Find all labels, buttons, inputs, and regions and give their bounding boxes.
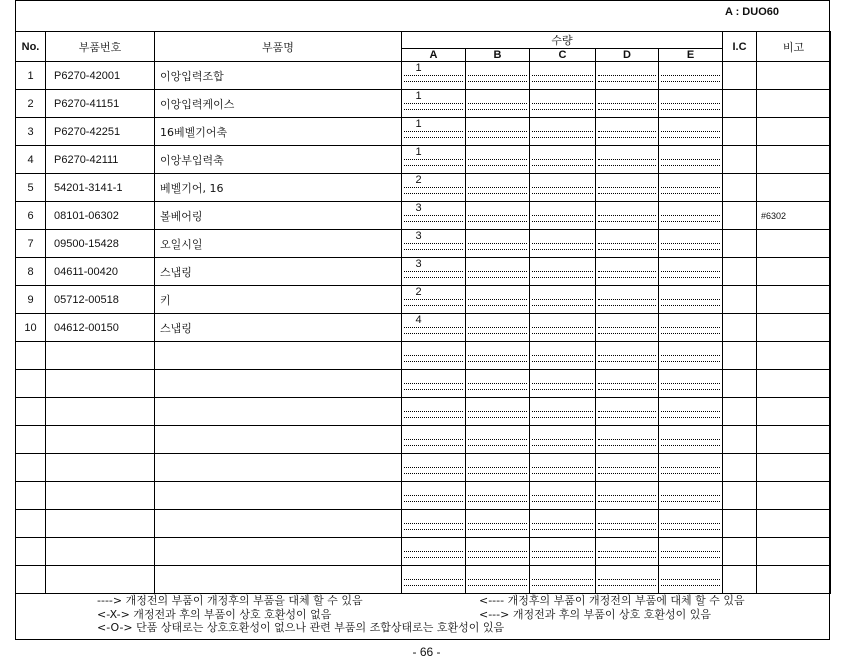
- row-part-name: [155, 454, 402, 482]
- row-qty-c: [530, 482, 596, 510]
- row-qty-a: [402, 62, 466, 90]
- row-part-name: 스냅링: [155, 314, 402, 342]
- row-qty-d: [596, 398, 659, 426]
- row-qty-e: [659, 202, 723, 230]
- table-row: [16, 90, 831, 118]
- row-qty-e: [659, 454, 723, 482]
- table-row: [16, 426, 831, 454]
- table-row: [16, 118, 831, 146]
- row-no: 8: [16, 258, 46, 286]
- note-text: ----> 개정전의 부품이 개정후의 부품을 대체 할 수 있음: [97, 594, 363, 607]
- row-part-number: 54201-3141-1: [46, 174, 155, 202]
- row-part-number: [46, 482, 155, 510]
- row-ic: [723, 566, 757, 594]
- note-line: [97, 608, 817, 622]
- row-no: [16, 482, 46, 510]
- row-ic: [723, 146, 757, 174]
- row-remarks: [757, 230, 831, 258]
- row-qty-c: [530, 398, 596, 426]
- table-row: [16, 258, 831, 286]
- row-ic: [723, 62, 757, 90]
- row-no: [16, 454, 46, 482]
- row-part-number: [46, 426, 155, 454]
- row-qty-a: [402, 566, 466, 594]
- row-remarks: [757, 566, 831, 594]
- row-qty-a: [402, 538, 466, 566]
- row-part-name: 베벨기어, 16: [155, 174, 402, 202]
- note-text: <---> 개정전과 후의 부품이 상호 호환성이 있음: [479, 607, 711, 621]
- row-no: [16, 426, 46, 454]
- row-ic: [723, 370, 757, 398]
- header-ic: I.C: [723, 32, 757, 62]
- row-part-name: [155, 538, 402, 566]
- row-qty-c: [530, 258, 596, 286]
- row-no: 9: [16, 286, 46, 314]
- row-qty-c: [530, 342, 596, 370]
- row-qty-b: [466, 62, 530, 90]
- row-qty-e: [659, 90, 723, 118]
- row-part-name: 스냅링: [155, 258, 402, 286]
- row-qty-c: [530, 538, 596, 566]
- row-qty-a: [402, 90, 466, 118]
- row-part-name: 이앙입력케이스: [155, 90, 402, 118]
- row-part-name: 이앙부입력축: [155, 146, 402, 174]
- row-part-number: [46, 370, 155, 398]
- qty-value: 2: [415, 286, 422, 298]
- row-no: 7: [16, 230, 46, 258]
- table-row: [16, 398, 831, 426]
- row-ic: [723, 118, 757, 146]
- row-qty-a: [402, 510, 466, 538]
- row-remarks: #6302: [757, 202, 831, 230]
- row-qty-d: [596, 146, 659, 174]
- row-qty-e: [659, 118, 723, 146]
- row-no: 3: [16, 118, 46, 146]
- row-ic: [723, 426, 757, 454]
- row-part-number: [46, 566, 155, 594]
- table-row: [16, 510, 831, 538]
- qty-value: 2: [415, 174, 422, 186]
- row-qty-b: [466, 202, 530, 230]
- row-qty-b: [466, 566, 530, 594]
- table-row: [16, 538, 831, 566]
- row-ic: [723, 230, 757, 258]
- row-ic: [723, 202, 757, 230]
- row-qty-c: [530, 174, 596, 202]
- row-qty-c: [530, 426, 596, 454]
- row-qty-a: [402, 118, 466, 146]
- table-row: [16, 566, 831, 594]
- row-ic: [723, 538, 757, 566]
- qty-value: 1: [415, 146, 422, 158]
- row-qty-c: [530, 118, 596, 146]
- row-qty-c: [530, 370, 596, 398]
- row-qty-d: [596, 202, 659, 230]
- row-part-name: 이앙입력조합: [155, 62, 402, 90]
- row-part-number: 08101-06302: [46, 202, 155, 230]
- row-qty-a: [402, 258, 466, 286]
- row-qty-e: [659, 370, 723, 398]
- qty-value: 3: [415, 202, 422, 214]
- row-remarks: [757, 538, 831, 566]
- row-part-name: [155, 510, 402, 538]
- row-qty-d: [596, 538, 659, 566]
- table-row: [16, 370, 831, 398]
- row-part-name: 16베벨기어축: [155, 118, 402, 146]
- row-part-number: [46, 398, 155, 426]
- row-part-name: 볼베어링: [155, 202, 402, 230]
- table-row: [16, 482, 831, 510]
- row-no: [16, 510, 46, 538]
- row-qty-b: [466, 398, 530, 426]
- row-remarks: [757, 62, 831, 90]
- qty-value: 1: [415, 90, 422, 102]
- row-part-name: [155, 566, 402, 594]
- row-qty-b: [466, 174, 530, 202]
- row-part-number: P6270-42001: [46, 62, 155, 90]
- header-qty-d: D: [596, 49, 659, 62]
- row-qty-e: [659, 342, 723, 370]
- row-qty-a: [402, 370, 466, 398]
- row-qty-c: [530, 286, 596, 314]
- row-qty-d: [596, 482, 659, 510]
- row-no: [16, 370, 46, 398]
- table-row: [16, 286, 831, 314]
- row-qty-a: [402, 482, 466, 510]
- row-part-number: [46, 510, 155, 538]
- row-qty-d: [596, 62, 659, 90]
- table-row: [16, 314, 831, 342]
- note-text: <-X-> 개정전과 후의 부품이 상호 호환성이 없음: [97, 607, 332, 621]
- row-qty-c: [530, 566, 596, 594]
- row-qty-b: [466, 90, 530, 118]
- row-qty-d: [596, 174, 659, 202]
- row-ic: [723, 314, 757, 342]
- row-qty-e: [659, 230, 723, 258]
- row-qty-d: [596, 426, 659, 454]
- row-no: [16, 566, 46, 594]
- row-qty-a: [402, 202, 466, 230]
- row-ic: [723, 482, 757, 510]
- row-remarks: [757, 118, 831, 146]
- row-remarks: [757, 482, 831, 510]
- row-part-number: P6270-41151: [46, 90, 155, 118]
- table-row: [16, 454, 831, 482]
- header-part-number: 부품번호: [46, 32, 155, 62]
- row-no: [16, 342, 46, 370]
- row-qty-d: [596, 230, 659, 258]
- row-remarks: [757, 510, 831, 538]
- table-row: [16, 202, 831, 230]
- row-no: 1: [16, 62, 46, 90]
- row-ic: [723, 342, 757, 370]
- note-text: <---- 개정후의 부품이 개정전의 부품에 대체 할 수 있음: [479, 594, 745, 607]
- header-qty-b: B: [466, 49, 530, 62]
- row-qty-b: [466, 286, 530, 314]
- row-qty-d: [596, 342, 659, 370]
- row-qty-a: [402, 230, 466, 258]
- row-qty-e: [659, 258, 723, 286]
- row-qty-b: [466, 230, 530, 258]
- row-remarks: [757, 426, 831, 454]
- qty-value: 3: [415, 258, 422, 270]
- row-qty-c: [530, 90, 596, 118]
- row-qty-a: [402, 426, 466, 454]
- row-qty-c: [530, 230, 596, 258]
- row-part-number: [46, 538, 155, 566]
- row-ic: [723, 90, 757, 118]
- row-qty-d: [596, 454, 659, 482]
- parts-table: [15, 31, 831, 594]
- row-qty-b: [466, 426, 530, 454]
- header-no: No.: [16, 32, 46, 62]
- row-qty-c: [530, 314, 596, 342]
- row-qty-e: [659, 314, 723, 342]
- row-qty-b: [466, 118, 530, 146]
- header-part-name: 부품명: [155, 32, 402, 62]
- row-qty-c: [530, 510, 596, 538]
- row-part-number: [46, 342, 155, 370]
- row-qty-d: [596, 370, 659, 398]
- row-qty-e: [659, 62, 723, 90]
- row-remarks: [757, 90, 831, 118]
- row-qty-e: [659, 146, 723, 174]
- row-qty-a: [402, 454, 466, 482]
- table-row: [16, 174, 831, 202]
- row-remarks: [757, 146, 831, 174]
- qty-value: 1: [415, 118, 422, 130]
- row-qty-a: [402, 146, 466, 174]
- row-qty-d: [596, 286, 659, 314]
- row-no: 10: [16, 314, 46, 342]
- row-no: [16, 398, 46, 426]
- row-qty-e: [659, 510, 723, 538]
- table-row: [16, 146, 831, 174]
- row-qty-b: [466, 454, 530, 482]
- row-ic: [723, 286, 757, 314]
- row-remarks: [757, 258, 831, 286]
- note-text: <-O-> 단품 상태로는 상호호환성이 없으나 관련 부품의 조합상태로는 호환성이 있음: [97, 621, 505, 634]
- row-ic: [723, 258, 757, 286]
- qty-value: 3: [415, 230, 422, 242]
- header-qty-c: C: [530, 49, 596, 62]
- row-part-number: [46, 454, 155, 482]
- row-qty-e: [659, 286, 723, 314]
- row-ic: [723, 510, 757, 538]
- row-ic: [723, 398, 757, 426]
- row-ic: [723, 454, 757, 482]
- row-part-number: 09500-15428: [46, 230, 155, 258]
- row-qty-e: [659, 174, 723, 202]
- row-qty-b: [466, 370, 530, 398]
- revision-notes: [97, 594, 817, 635]
- row-part-name: 키: [155, 286, 402, 314]
- row-part-name: [155, 398, 402, 426]
- row-no: 6: [16, 202, 46, 230]
- row-remarks: [757, 286, 831, 314]
- row-part-name: 오일시일: [155, 230, 402, 258]
- row-qty-b: [466, 538, 530, 566]
- row-part-name: [155, 370, 402, 398]
- header-qty-e: E: [659, 49, 723, 62]
- row-qty-c: [530, 62, 596, 90]
- header-qty-a: A: [402, 49, 466, 62]
- row-qty-a: [402, 174, 466, 202]
- table-row: [16, 230, 831, 258]
- row-remarks: [757, 314, 831, 342]
- page-number: - 66 -: [412, 645, 441, 659]
- row-qty-b: [466, 510, 530, 538]
- qty-value: 1: [415, 62, 422, 74]
- row-qty-c: [530, 146, 596, 174]
- row-remarks: [757, 370, 831, 398]
- row-part-number: 04612-00150: [46, 314, 155, 342]
- row-qty-e: [659, 426, 723, 454]
- row-qty-b: [466, 314, 530, 342]
- qty-value: 4: [415, 314, 422, 326]
- note-line: [97, 594, 817, 608]
- model-label: A : DUO60: [725, 6, 779, 18]
- row-qty-d: [596, 314, 659, 342]
- table-row: [16, 342, 831, 370]
- row-remarks: [757, 174, 831, 202]
- row-qty-e: [659, 538, 723, 566]
- row-qty-b: [466, 258, 530, 286]
- row-qty-e: [659, 482, 723, 510]
- header-quantity: 수량: [402, 32, 723, 49]
- row-qty-d: [596, 90, 659, 118]
- note-line: [97, 621, 817, 635]
- row-qty-d: [596, 258, 659, 286]
- row-qty-c: [530, 202, 596, 230]
- row-ic: [723, 174, 757, 202]
- row-remarks: [757, 454, 831, 482]
- row-no: 5: [16, 174, 46, 202]
- row-qty-a: [402, 286, 466, 314]
- row-no: [16, 538, 46, 566]
- row-part-number: P6270-42111: [46, 146, 155, 174]
- table-row: [16, 62, 831, 90]
- header-remarks: 비고: [757, 32, 831, 62]
- row-remarks: [757, 398, 831, 426]
- row-qty-b: [466, 482, 530, 510]
- row-qty-e: [659, 398, 723, 426]
- row-qty-a: [402, 398, 466, 426]
- row-part-number: 05712-00518: [46, 286, 155, 314]
- row-no: 4: [16, 146, 46, 174]
- row-qty-b: [466, 146, 530, 174]
- row-qty-a: [402, 314, 466, 342]
- row-part-name: [155, 482, 402, 510]
- row-qty-d: [596, 118, 659, 146]
- row-qty-d: [596, 510, 659, 538]
- row-qty-a: [402, 342, 466, 370]
- row-qty-b: [466, 342, 530, 370]
- row-part-name: [155, 342, 402, 370]
- row-qty-e: [659, 566, 723, 594]
- row-qty-d: [596, 566, 659, 594]
- row-qty-c: [530, 454, 596, 482]
- row-part-number: 04611-00420: [46, 258, 155, 286]
- row-remarks: [757, 342, 831, 370]
- row-part-name: [155, 426, 402, 454]
- row-no: 2: [16, 90, 46, 118]
- row-part-number: P6270-42251: [46, 118, 155, 146]
